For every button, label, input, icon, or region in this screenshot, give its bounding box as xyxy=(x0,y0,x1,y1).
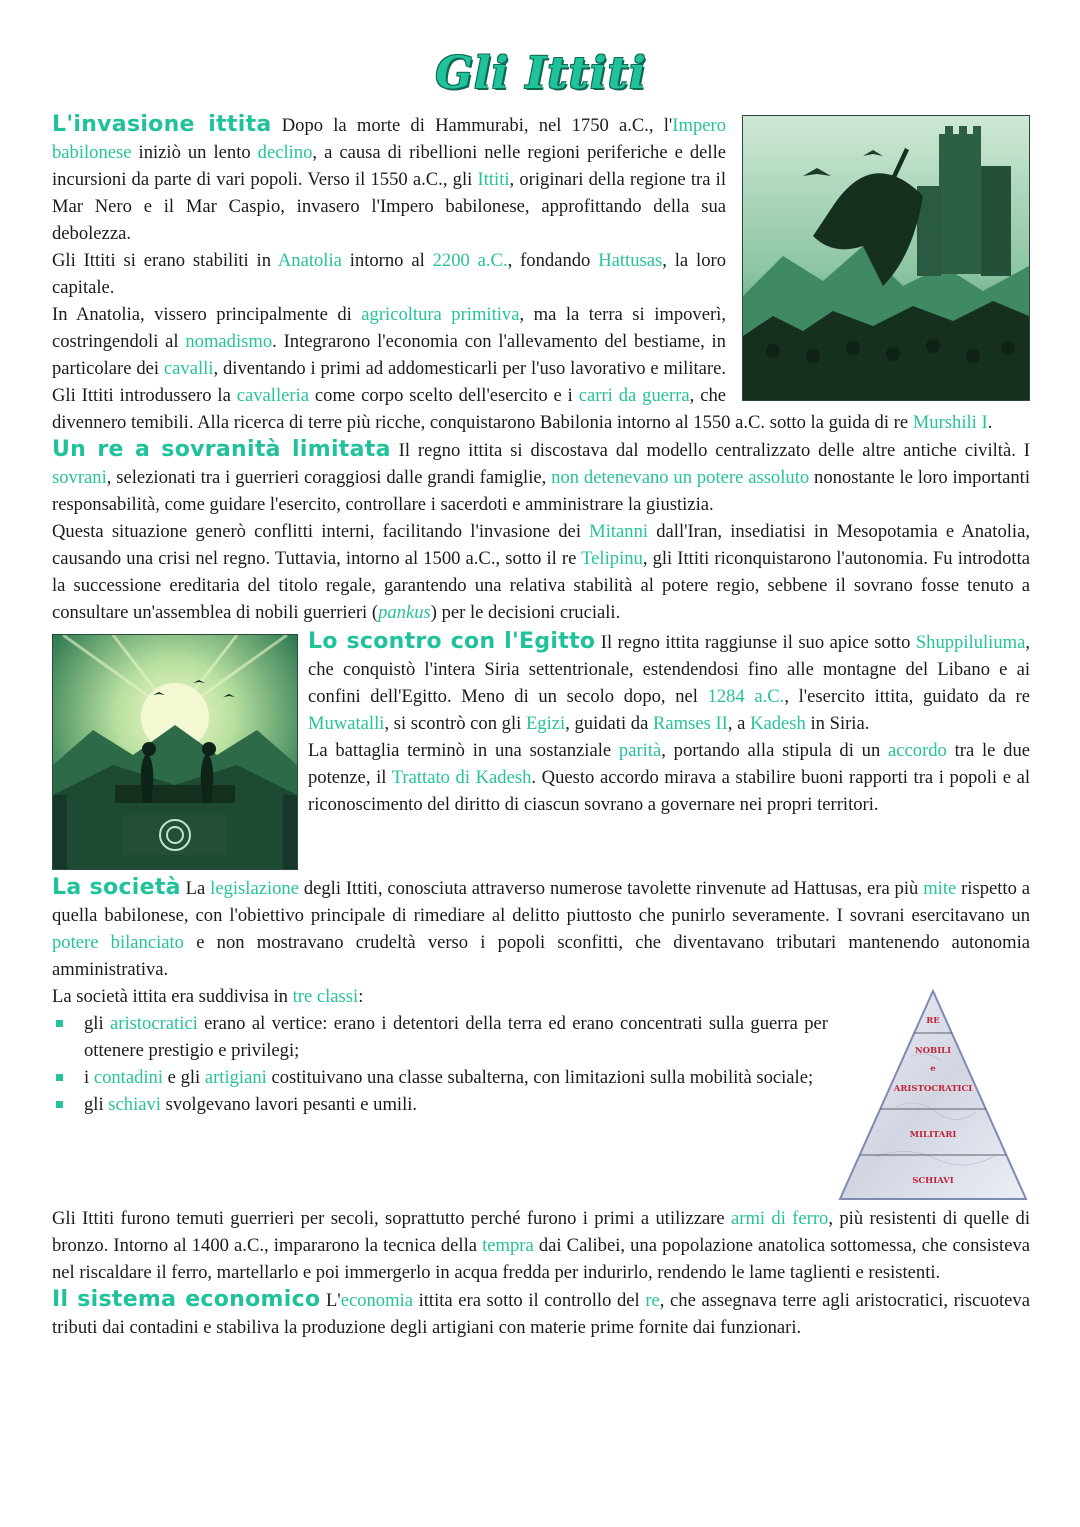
section-egitto xyxy=(52,628,1030,818)
keyword: schiavi xyxy=(108,1094,161,1115)
keyword: nomadismo xyxy=(185,331,273,352)
keyword: carri da guerra xyxy=(578,385,690,406)
keyword: accordo xyxy=(888,740,947,761)
section-heading-re: Un re a sovranità limitata xyxy=(52,437,391,462)
list-item: i contadini e gli artigiani costituivano una classe subalterna, con limitazioni sulla mobilità sociale; xyxy=(52,1064,1030,1091)
keyword: economia xyxy=(340,1290,413,1311)
keyword: potere bilanciato xyxy=(52,932,184,953)
keyword: 1284 a.C. xyxy=(707,686,785,707)
keyword: Mitanni xyxy=(589,521,649,542)
keyword: aristocratici xyxy=(110,1013,198,1034)
paragraph-invasione-3: In Anatolia, vissero principalmente di agricoltura primitiva, ma la terra si impoverì, costringendoli al nomadismo. Integrarono l'economia con l'allevamento del bestiame, in particolare dei cavalli, diventando i primi ad addomesticarli per l'uso lavorativo e militare. Gli Ittiti introdussero la cavalleria come corpo scelto dell'esercito e i carri da guerra, che divennero temibili. Alla ricerca di terre più ricche, conquistarono Babilonia intorno al 1550 a.C. sotto la guida di re Murshili I. xyxy=(52,304,993,433)
section-invasione xyxy=(52,111,1030,436)
keyword: cavalli xyxy=(163,358,214,379)
bullet-icon xyxy=(56,1074,63,1081)
keyword: armi di ferro xyxy=(731,1208,829,1229)
keyword: Shuppiluliuma xyxy=(915,632,1026,653)
keyword: sovrani xyxy=(52,467,107,488)
keyword: parità xyxy=(618,740,662,761)
page-title: Gli Ittiti xyxy=(435,48,647,99)
paragraph-societa-1: La società La legislazione degli Ittiti, conosciuta attraverso numerose tavolette rinvenute ad Hattusas, era più mite rispetto a quella babilonese, con l'obiettivo principale di rimediare al delitto piuttosto che punirlo severamente. I sovrani esercitavano un potere bilanciato e non mostravano crudeltà verso i popoli sconfitti, che diventavano tributari mantenendo autonomia amministrativa. xyxy=(52,875,1030,980)
pyramid-label-militari: MILITARI xyxy=(909,1130,957,1140)
keyword: mite xyxy=(923,878,957,899)
social-classes-list xyxy=(52,1010,1030,1118)
paragraph-economia-1: Il sistema economico L'economia ittita era sotto il controllo del re, che assegnava terre agli aristocratici, riscuoteva tributi dai contadini e stabiliva la produzione degli artigiani con materie prime fornite dai funzionari. xyxy=(52,1287,1030,1338)
keyword: agricoltura primitiva xyxy=(361,304,520,325)
keyword: Trattato di Kadesh xyxy=(391,767,532,788)
pyramid-label-nobili: NOBILI xyxy=(914,1046,952,1056)
keyword: Hattusas xyxy=(598,250,663,271)
paragraph-societa-3: Gli Ittiti furono temuti guerrieri per secoli, soprattutto perché furono i primi a utilizzare armi di ferro, più resistenti di quelle di bronzo. Intorno al 1400 a.C., impararono la tecnica della tempra dai Calibei, una popolazione anatolica sottomessa, che consisteva nel riscaldare il ferro, martellarlo e poi immergerlo in acqua fredda per indurirlo, rendendo le lame taglienti e resistenti. xyxy=(52,1208,1030,1283)
keyword: legislazione xyxy=(210,878,299,899)
keyword: Muwatalli xyxy=(308,713,385,734)
keyword: re xyxy=(645,1290,660,1311)
keyword: Ittiti xyxy=(477,169,510,190)
keyword: Impero babilonese xyxy=(52,115,726,163)
list-item: gli aristocratici erano al vertice: erano i detentori della terra ed erano concentrati sulla guerra per ottenere prestigio e privilegi; xyxy=(52,1010,1030,1064)
pyramid-label-re: RE xyxy=(926,1016,940,1026)
keyword: non detenevano un potere assoluto xyxy=(551,467,810,488)
treaty-illustration xyxy=(52,634,298,870)
treaty-image xyxy=(53,635,297,869)
section-economia xyxy=(52,1286,1030,1341)
paragraph-societa-2: La società ittita era suddivisa in tre classi: xyxy=(52,986,364,1007)
paragraph-invasione-1: L'invasione ittita Dopo la morte di Hammurabi, nel 1750 a.C., l'Impero babilonese iniziò un lento declino, a causa di ribellioni nelle regioni periferiche e delle incursioni da parte di vari popoli. Verso il 1550 a.C., gli Ittiti, originari della regione tra il Mar Nero e il Mar Caspio, invasero l'Impero babilonese, approfittando della sua debolezza. xyxy=(52,112,726,244)
keyword: Ramses II xyxy=(653,713,728,734)
pyramid-label-schiavi: SCHIAVI xyxy=(912,1176,954,1186)
paragraph-re-2: Questa situazione generò conflitti interni, facilitando l'invasione dei Mitanni dall'Iran, insediatisi in Mesopotamia e Anatolia, causando una crisi nel regno. Tuttavia, intorno al 1500 a.C., sotto il re Telipinu, gli Ittiti riconquistarono l'autonomia. Fu introdotta la successione ereditaria del titolo regale, garantendo una relativa stabilità al potere regio, sebbene il sovrano fosse tenuto a consultare un'assemblea di nobili guerrieri (pankus) per le decisioni cruciali. xyxy=(52,521,1030,623)
section-heading-invasione: L'invasione ittita xyxy=(52,112,272,137)
paragraph-egitto-2: La battaglia terminò in una sostanziale parità, portando alla stipula di un accordo tra le due potenze, il Trattato di Kadesh. Questo accordo mirava a stabilire buoni rapporti tra i popoli e al riconoscimento del diritto di ciascun sovrano a governare nei propri territori. xyxy=(308,740,1031,815)
keyword: artigiani xyxy=(204,1067,267,1088)
keyword: Telipinu xyxy=(581,548,643,569)
paragraph-invasione-2: Gli Ittiti si erano stabiliti in Anatolia intorno al 2200 a.C., fondando Hattusas, la loro capitale. xyxy=(52,250,726,298)
section-heading-societa: La società xyxy=(52,875,181,900)
keyword: Anatolia xyxy=(277,250,342,271)
section-heading-egitto: Lo scontro con l'Egitto xyxy=(308,629,596,654)
keyword: tempra xyxy=(482,1235,534,1256)
section-societa xyxy=(52,874,1030,1286)
bullet-icon xyxy=(56,1020,63,1027)
section-re xyxy=(52,436,1030,626)
keyword: declino xyxy=(257,142,313,163)
document-page xyxy=(52,48,1030,1341)
cavalry-battle-illustration xyxy=(742,115,1030,401)
keyword: cavalleria xyxy=(236,385,309,406)
keyword: contadini xyxy=(93,1067,164,1088)
keyword: tre classi xyxy=(292,986,359,1007)
pyramid-label-e: e xyxy=(930,1064,936,1074)
paragraph-egitto-1: Lo scontro con l'Egitto Il regno ittita raggiunse il suo apice sotto Shuppiluliuma, che conquistò l'intera Siria settentrionale, estendendosi fino alle montagne del Libano e ai confini dell'Egitto. Meno di un secolo dopo, nel 1284 a.C., l'esercito ittita, guidato da re Muwatalli, si scontrò con gli Egizi, guidati da Ramses II, a Kadesh in Siria. xyxy=(308,629,1030,734)
bullet-icon xyxy=(56,1101,63,1108)
paragraph-re-1: Un re a sovranità limitata Il regno ittita si discostava dal modello centralizzato delle altre antiche civiltà. I sovrani, selezionati tra i guerrieri coraggiosi dalle grandi famiglie, non detenevano un potere assoluto nonostante le loro importanti responsabilità, come guidare l'esercito, controllare i sacerdoti e amministrare la giustizia. xyxy=(52,437,1031,515)
list-item: gli schiavi svolgevano lavori pesanti e umili. xyxy=(52,1091,1030,1118)
keyword: 2200 a.C. xyxy=(432,250,508,271)
keyword: Egizi xyxy=(525,713,566,734)
pyramid-label-aristocratici: ARISTOCRATICI xyxy=(893,1084,973,1094)
keyword: Murshili I xyxy=(912,412,988,433)
keyword: pankus xyxy=(378,602,431,623)
section-heading-economia: Il sistema economico xyxy=(52,1287,321,1312)
cavalry-battle-image xyxy=(743,116,1029,400)
keyword: Kadesh xyxy=(750,713,806,734)
